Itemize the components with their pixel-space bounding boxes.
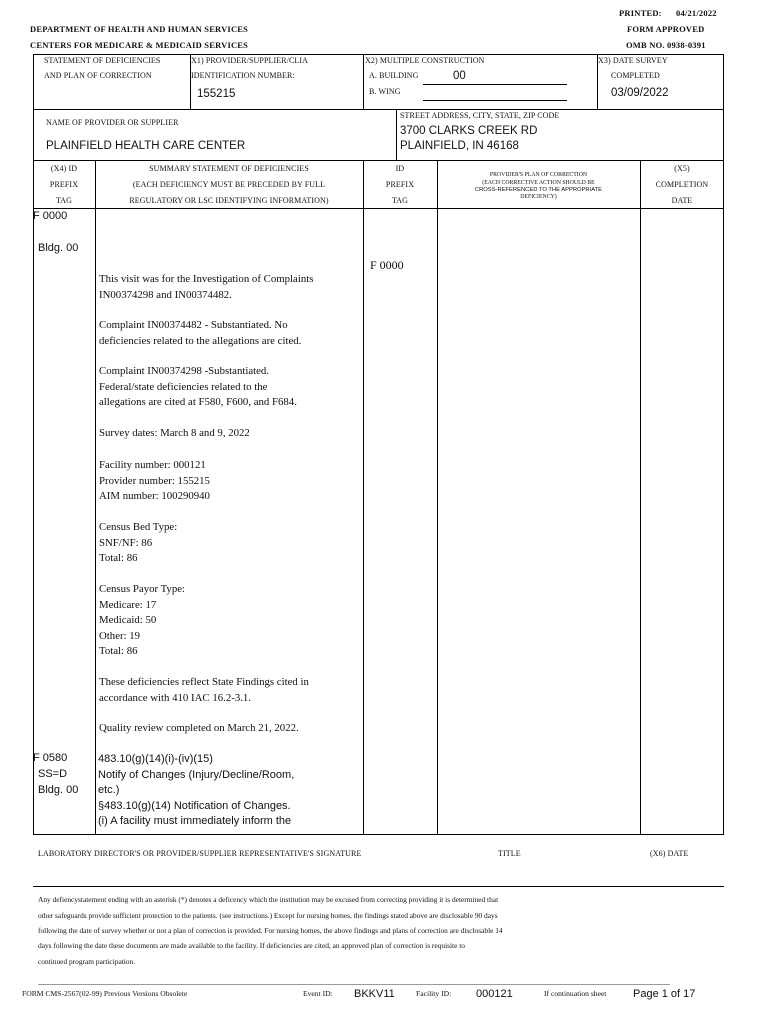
summary-header-1: SUMMARY STATEMENT OF DEFICIENCIES	[149, 164, 309, 173]
summary-paragraph-complaint-482: Complaint IN00374482 - Substantiated. No deficiencies related to the allegations are cited.	[99, 319, 302, 347]
summary-paragraph-facility: Facility number: 000121 Provider number: 155215 AIM number: 100290940	[99, 459, 210, 502]
right-prefix-tag-f0000: F 0000	[370, 258, 404, 272]
x4-header-3: TAG	[55, 196, 73, 205]
summary-paragraph-visit: This visit was for the Investigation of Complaints IN00374298 and IN00374482.	[99, 273, 314, 301]
survey-date-value: 03/09/2022	[611, 87, 669, 99]
id-header-2: PREFIX	[385, 180, 415, 189]
plan-header-3: CROSS-REFERENCED TO THE APPROPRIATE	[474, 187, 603, 193]
prefix-tag-f0000: F 0000	[33, 210, 68, 222]
event-id-label: Event ID:	[303, 989, 333, 998]
prefix-tag-f0580: F 0580	[33, 752, 68, 764]
x3-label-2: COMPLETED	[611, 71, 660, 80]
wing-label: B. WING	[369, 87, 401, 96]
provider-name-value: PLAINFIELD HEALTH CARE CENTER	[46, 140, 246, 152]
scope-severity-tag: SS=D	[38, 768, 68, 780]
x4-header-1: (X4) ID	[50, 164, 78, 173]
id-header-3: TAG	[391, 196, 409, 205]
signature-label: LABORATORY DIRECTOR'S OR PROVIDER/SUPPLIER REPRESENTATIVE'S SIGNATURE	[38, 849, 362, 858]
disclaimer-line-3: following the date of survey whether or not a plan of correction is provided. For nursing homes, the above findings and plans of correction are disclosable 14	[38, 926, 503, 935]
building-value: 00	[453, 70, 466, 82]
address-label: STREET ADDRESS, CITY, STATE, ZIP CODE	[400, 111, 560, 120]
title-label: TITLE	[498, 849, 521, 858]
building-tag-1: Bldg. 00	[38, 242, 79, 254]
statement-label-2: AND PLAN OF CORRECTION	[44, 71, 152, 80]
department-name: DEPARTMENT OF HEALTH AND HUMAN SERVICES	[30, 24, 249, 34]
page-number: Page 1 of 17	[633, 988, 696, 1000]
printed-label: PRINTED:	[619, 8, 662, 18]
address-line-1: 3700 CLARKS CREEK RD	[400, 125, 538, 137]
facility-id-label: Facility ID:	[416, 989, 452, 998]
facility-id-value: 000121	[476, 988, 513, 1000]
disclaimer-line-1: Any defiencystatement ending with an asterisk (*) denotes a deficency which the institution may be excused from correcting providing it is determined that	[38, 895, 499, 904]
x4-header-2: PREFIX	[49, 180, 79, 189]
summary-paragraph-survey-dates: Survey dates: March 8 and 9, 2022	[99, 427, 250, 439]
x6-date-label: (X6) DATE	[650, 849, 689, 858]
provider-id-value: 155215	[197, 88, 236, 100]
printed-date: 04/21/2022	[676, 8, 717, 18]
summary-paragraph-state-findings: These deficiencies reflect State Findings cited in accordance with 410 IAC 16.2-3.1.	[99, 676, 309, 704]
statement-label-1: STATEMENT OF DEFICIENCIES	[44, 56, 161, 65]
summary-paragraph-bed-type: Census Bed Type: SNF/NF: 86 Total: 86	[99, 521, 178, 564]
x3-label-1: X3) DATE SURVEY	[598, 56, 668, 65]
x1-label-1: X1) PROVIDER/SUPPLIER/CLIA	[191, 56, 309, 65]
id-header-1: ID	[395, 164, 405, 173]
building-label: A. BUILDING	[369, 71, 419, 80]
disclaimer-line-5: continued program participation.	[38, 957, 136, 966]
event-id-value: BKKV11	[354, 988, 395, 1000]
summary-paragraph-quality-review: Quality review completed on March 21, 2022.	[99, 722, 299, 734]
plan-header-4: DEFICIENCY)	[520, 194, 557, 200]
disclaimer-line-4: days following the date these documents are made available to the facility. If deficiencies are cited, an approved plan of correction is requisite to	[38, 941, 465, 950]
form-approved: FORM APPROVED	[627, 24, 705, 34]
summary-header-2: (EACH DEFICIENCY MUST BE PRECEDED BY FULL	[132, 180, 326, 189]
disclaimer-line-2: other safeguards provide sufficient protection to the patients. (see instructions.) Except for nursing homes, the findings stated above are disclosable 90 days	[38, 911, 498, 920]
summary-paragraph-payor-type: Census Payor Type: Medicare: 17 Medicaid: 50 Other: 19 Total: 86	[99, 583, 186, 657]
f0580-summary-text: 483.10(g)(14)(i)-(iv)(15) Notify of Changes (Injury/Decline/Room, etc.) §483.10(g)(14) Notification of Changes. (i) A facility must immediately inform the	[98, 753, 295, 827]
form-number: FORM CMS-2567(02-99) Previous Versions Obsolete	[22, 989, 188, 998]
continuation-label: If continuation sheet	[544, 989, 607, 998]
centers-name: CENTERS FOR MEDICARE & MEDICAID SERVICES	[30, 40, 249, 50]
plan-header-1: PROVIDER'S PLAN OF CORRECTION	[489, 172, 588, 178]
summary-header-3: REGULATORY OR LSC IDENTIFYING INFORMATION)	[129, 196, 329, 205]
plan-header-2: (EACH CORRECTIVE ACTION SHOULD BE	[482, 180, 595, 186]
provider-name-label: NAME OF PROVIDER OR SUPPLIER	[46, 118, 179, 127]
summary-paragraph-complaint-298: Complaint IN00374298 -Substantiated. Federal/state deficiencies related to the allegations are cited at F580, F600, and F684.	[99, 365, 297, 408]
x5-header-3: DATE	[671, 196, 693, 205]
address-line-2: PLAINFIELD, IN 46168	[400, 140, 519, 152]
x5-header-2: COMPLETION	[655, 180, 709, 189]
omb-number: OMB NO. 0938-0391	[626, 40, 706, 50]
x1-label-2: IDENTIFICATION NUMBER:	[191, 71, 295, 80]
building-tag-2: Bldg. 00	[38, 784, 79, 796]
x2-label: X2) MULTIPLE CONSTRUCTION	[365, 56, 485, 65]
x5-header-1: (X5)	[674, 164, 690, 173]
